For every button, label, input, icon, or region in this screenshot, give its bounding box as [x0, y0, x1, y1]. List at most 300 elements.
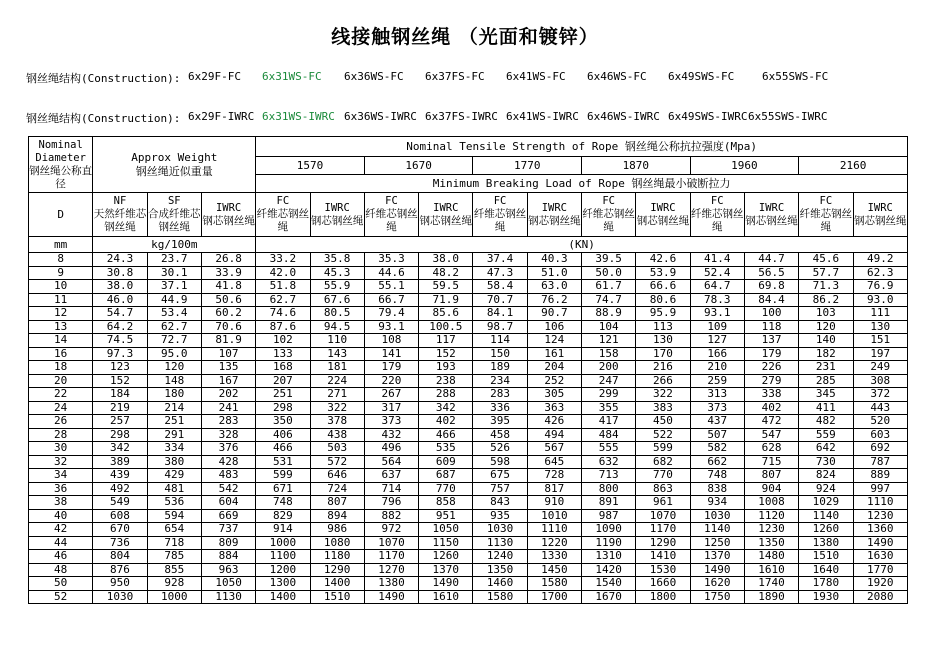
value-cell: 604: [201, 496, 255, 510]
diameter-cell: 11: [29, 293, 93, 307]
value-cell: 179: [744, 347, 798, 361]
column-type-header: [201, 193, 255, 237]
value-cell: 1110: [527, 523, 581, 537]
column-desc: 纤维芯钢丝绳: [799, 208, 853, 233]
value-cell: 202: [201, 388, 255, 402]
value-cell: 432: [364, 428, 418, 442]
value-cell: 130: [853, 320, 908, 334]
value-cell: 87.6: [256, 320, 310, 334]
value-cell: 166: [690, 347, 744, 361]
value-cell: 1770: [853, 563, 908, 577]
value-cell: 95.9: [636, 307, 690, 321]
value-cell: 428: [201, 455, 255, 469]
value-cell: 121: [582, 334, 636, 348]
column-code: IWRC: [758, 201, 785, 214]
value-cell: 950: [93, 577, 147, 591]
value-cell: 928: [147, 577, 201, 591]
table-row: [29, 280, 908, 294]
value-cell: 876: [93, 563, 147, 577]
value-cell: 85.6: [419, 307, 473, 321]
value-cell: 70.6: [201, 320, 255, 334]
value-cell: 279: [744, 374, 798, 388]
construction-item: 6x49SWS-FC: [668, 70, 735, 83]
value-cell: 1580: [473, 590, 527, 604]
value-cell: 715: [744, 455, 798, 469]
value-cell: 108: [364, 334, 418, 348]
value-cell: 67.6: [310, 293, 364, 307]
value-cell: 23.7: [147, 253, 201, 267]
value-cell: 148: [147, 374, 201, 388]
value-cell: 100.5: [419, 320, 473, 334]
table-row: [29, 509, 908, 523]
value-cell: 373: [364, 415, 418, 429]
value-cell: 494: [527, 428, 581, 442]
value-cell: 1220: [527, 536, 581, 550]
value-cell: 863: [636, 482, 690, 496]
value-cell: 180: [147, 388, 201, 402]
value-cell: 889: [853, 469, 908, 483]
value-cell: 124: [527, 334, 581, 348]
value-cell: 60.2: [201, 307, 255, 321]
value-cell: 1170: [636, 523, 690, 537]
value-cell: 45.3: [310, 266, 364, 280]
value-cell: 338: [744, 388, 798, 402]
value-cell: 482: [799, 415, 853, 429]
construction-item: 6x29F-IWRC: [188, 110, 255, 123]
value-cell: 57.7: [799, 266, 853, 280]
diameter-cell: 48: [29, 563, 93, 577]
column-code: FC: [602, 195, 615, 207]
value-cell: 496: [364, 442, 418, 456]
value-cell: 313: [690, 388, 744, 402]
value-cell: 33.2: [256, 253, 310, 267]
value-cell: 1800: [636, 590, 690, 604]
diameter-cell: 22: [29, 388, 93, 402]
value-cell: 1740: [744, 577, 798, 591]
value-cell: 429: [147, 469, 201, 483]
value-cell: 1380: [799, 536, 853, 550]
value-cell: 143: [310, 347, 364, 361]
table-row: [29, 361, 908, 375]
diameter-cell: 13: [29, 320, 93, 334]
value-cell: 855: [147, 563, 201, 577]
value-cell: 417: [582, 415, 636, 429]
value-cell: 298: [256, 401, 310, 415]
value-cell: 882: [364, 509, 418, 523]
construction-item: 6x55SWS-FC: [762, 70, 829, 83]
diameter-cell: 28: [29, 428, 93, 442]
unit-weight: kg/100m: [93, 237, 256, 253]
value-cell: 111: [853, 307, 908, 321]
value-cell: 271: [310, 388, 364, 402]
value-cell: 207: [256, 374, 310, 388]
value-cell: 520: [853, 415, 908, 429]
value-cell: 109: [690, 320, 744, 334]
column-desc: 纤维芯钢丝绳: [691, 208, 744, 233]
value-cell: 104: [582, 320, 636, 334]
value-cell: 110: [310, 334, 364, 348]
value-cell: 1580: [527, 577, 581, 591]
value-cell: 1030: [93, 590, 147, 604]
column-type-header: [310, 193, 364, 237]
value-cell: 93.1: [364, 320, 418, 334]
value-cell: 46.0: [93, 293, 147, 307]
unit-load: (KN): [256, 237, 908, 253]
value-cell: 637: [364, 469, 418, 483]
table-row: [29, 550, 908, 564]
value-cell: 884: [201, 550, 255, 564]
value-cell: 1300: [256, 577, 310, 591]
value-cell: 1008: [744, 496, 798, 510]
value-cell: 1510: [799, 550, 853, 564]
column-code: SF: [167, 195, 181, 207]
value-cell: 1260: [799, 523, 853, 537]
column-code: IWRC: [650, 201, 676, 214]
value-cell: 713: [582, 469, 636, 483]
table-row: [29, 496, 908, 510]
unit-mm: mm: [29, 237, 93, 253]
value-cell: 675: [473, 469, 527, 483]
value-cell: 531: [256, 455, 310, 469]
value-cell: 322: [310, 401, 364, 415]
value-cell: 1150: [419, 536, 473, 550]
table-row: [29, 347, 908, 361]
value-cell: 934: [690, 496, 744, 510]
column-type-header: [799, 193, 853, 237]
column-desc: 钢芯钢丝绳: [636, 214, 690, 227]
column-code: IWRC: [324, 201, 350, 214]
diameter-cell: 34: [29, 469, 93, 483]
value-cell: 53.4: [147, 307, 201, 321]
value-cell: 1640: [799, 563, 853, 577]
value-cell: 283: [201, 415, 255, 429]
value-cell: 238: [419, 374, 473, 388]
value-cell: 730: [799, 455, 853, 469]
value-cell: 904: [744, 482, 798, 496]
column-desc: 纤维芯钢丝绳: [582, 208, 635, 233]
column-code: IWRC: [541, 201, 568, 214]
table-row: [29, 253, 908, 267]
value-cell: 594: [147, 509, 201, 523]
construction-item: 6x29F-FC: [188, 70, 241, 83]
value-cell: 189: [473, 361, 527, 375]
value-cell: 283: [473, 388, 527, 402]
diameter-cell: 38: [29, 496, 93, 510]
value-cell: 78.3: [690, 293, 744, 307]
value-cell: 376: [201, 442, 255, 456]
value-cell: 1490: [364, 590, 418, 604]
value-cell: 472: [744, 415, 798, 429]
value-cell: 167: [201, 374, 255, 388]
value-cell: 69.8: [744, 280, 798, 294]
value-cell: 609: [419, 455, 473, 469]
value-cell: 443: [853, 401, 908, 415]
value-cell: 59.5: [419, 280, 473, 294]
column-desc: 天然纤维芯钢丝绳: [93, 208, 147, 233]
value-cell: 251: [147, 415, 201, 429]
value-cell: 373: [690, 401, 744, 415]
value-cell: 234: [473, 374, 527, 388]
value-cell: 44.6: [364, 266, 418, 280]
value-cell: 564: [364, 455, 418, 469]
value-cell: 1230: [744, 523, 798, 537]
value-cell: 58.4: [473, 280, 527, 294]
value-cell: 151: [853, 334, 908, 348]
value-cell: 718: [147, 536, 201, 550]
value-cell: 1260: [419, 550, 473, 564]
diameter-cell: 20: [29, 374, 93, 388]
value-cell: 247: [582, 374, 636, 388]
column-type-header: [527, 193, 581, 237]
value-cell: 181: [310, 361, 364, 375]
value-cell: 47.3: [473, 266, 527, 280]
column-code: IWRC: [867, 201, 893, 214]
value-cell: 378: [310, 415, 364, 429]
value-cell: 288: [419, 388, 473, 402]
grade-header: 1570: [256, 157, 365, 175]
value-cell: 1080: [310, 536, 364, 550]
value-cell: 1450: [527, 563, 581, 577]
value-cell: 86.2: [799, 293, 853, 307]
value-cell: 1270: [364, 563, 418, 577]
table-row: [29, 536, 908, 550]
table-row: [29, 307, 908, 321]
value-cell: 355: [582, 401, 636, 415]
value-cell: 79.4: [364, 307, 418, 321]
value-cell: 100: [744, 307, 798, 321]
value-cell: 599: [256, 469, 310, 483]
column-code: FC: [710, 195, 724, 207]
grade-header: 1870: [582, 157, 691, 175]
table-row: [29, 293, 908, 307]
value-cell: 54.7: [93, 307, 147, 321]
value-cell: 645: [527, 455, 581, 469]
column-type-header: [419, 193, 473, 237]
value-cell: 35.3: [364, 253, 418, 267]
value-cell: 150: [473, 347, 527, 361]
value-cell: 1290: [636, 536, 690, 550]
value-cell: 492: [93, 482, 147, 496]
column-type-header: [744, 193, 798, 237]
construction-item: 6x41WS-FC: [506, 70, 566, 83]
diameter-cell: 46: [29, 550, 93, 564]
value-cell: 1530: [636, 563, 690, 577]
value-cell: 216: [636, 361, 690, 375]
value-cell: 38.0: [93, 280, 147, 294]
value-cell: 1920: [853, 577, 908, 591]
table-row: [29, 523, 908, 537]
value-cell: 1610: [744, 563, 798, 577]
value-cell: 466: [256, 442, 310, 456]
approx-weight-en: Approx Weight: [131, 150, 218, 164]
value-cell: 1310: [582, 550, 636, 564]
diameter-cell: 9: [29, 266, 93, 280]
value-cell: 924: [799, 482, 853, 496]
table-row: [29, 415, 908, 429]
value-cell: 197: [853, 347, 908, 361]
value-cell: 572: [310, 455, 364, 469]
value-cell: 93.1: [690, 307, 744, 321]
value-cell: 80.5: [310, 307, 364, 321]
value-cell: 2080: [853, 590, 908, 604]
value-cell: 257: [93, 415, 147, 429]
grade-header: 2160: [799, 157, 908, 175]
value-cell: 507: [690, 428, 744, 442]
value-cell: 158: [582, 347, 636, 361]
value-cell: 787: [853, 455, 908, 469]
value-cell: 804: [93, 550, 147, 564]
value-cell: 45.6: [799, 253, 853, 267]
value-cell: 555: [582, 442, 636, 456]
column-type-header: [256, 193, 310, 237]
diameter-cell: 16: [29, 347, 93, 361]
value-cell: 135: [201, 361, 255, 375]
value-cell: 80.6: [636, 293, 690, 307]
nominal-tensile-strength-header: Nominal Tensile Strength of Rope 钢丝绳公称抗拉强度(Mpa): [256, 137, 908, 157]
value-cell: 1030: [690, 509, 744, 523]
value-cell: 598: [473, 455, 527, 469]
value-cell: 210: [690, 361, 744, 375]
value-cell: 49.2: [853, 253, 908, 267]
value-cell: 30.8: [93, 266, 147, 280]
value-cell: 1370: [690, 550, 744, 564]
value-cell: 219: [93, 401, 147, 415]
value-cell: 1170: [364, 550, 418, 564]
value-cell: 1660: [636, 577, 690, 591]
d-label: D: [29, 193, 93, 237]
value-cell: 226: [744, 361, 798, 375]
grade-header: 1670: [364, 157, 473, 175]
value-cell: 671: [256, 482, 310, 496]
value-cell: 1510: [310, 590, 364, 604]
value-cell: 52.4: [690, 266, 744, 280]
value-cell: 559: [799, 428, 853, 442]
value-cell: 1360: [853, 523, 908, 537]
value-cell: 39.5: [582, 253, 636, 267]
value-cell: 37.1: [147, 280, 201, 294]
value-cell: 1050: [419, 523, 473, 537]
value-cell: 1110: [853, 496, 908, 510]
value-cell: 395: [473, 415, 527, 429]
value-cell: 71.3: [799, 280, 853, 294]
value-cell: 483: [201, 469, 255, 483]
value-cell: 152: [419, 347, 473, 361]
value-cell: 1750: [690, 590, 744, 604]
value-cell: 127: [690, 334, 744, 348]
value-cell: 484: [582, 428, 636, 442]
table-row: [29, 590, 908, 604]
value-cell: 95.0: [147, 347, 201, 361]
value-cell: 757: [473, 482, 527, 496]
value-cell: 1000: [256, 536, 310, 550]
construction-item: 6x37FS-IWRC: [425, 110, 498, 123]
value-cell: 30.1: [147, 266, 201, 280]
value-cell: 1420: [582, 563, 636, 577]
value-cell: 608: [93, 509, 147, 523]
table-row: [29, 455, 908, 469]
value-cell: 249: [853, 361, 908, 375]
value-cell: 894: [310, 509, 364, 523]
value-cell: 843: [473, 496, 527, 510]
table-row: [29, 428, 908, 442]
construction-item: 6x49SWS-IWRC: [668, 110, 748, 123]
value-cell: 342: [93, 442, 147, 456]
approx-weight-cn: 钢丝绳近似重量: [135, 164, 213, 178]
value-cell: 770: [419, 482, 473, 496]
value-cell: 1140: [799, 509, 853, 523]
value-cell: 94.5: [310, 320, 364, 334]
value-cell: 241: [201, 401, 255, 415]
value-cell: 770: [636, 469, 690, 483]
column-desc: 钢芯钢丝绳: [310, 214, 364, 227]
diameter-cell: 12: [29, 307, 93, 321]
value-cell: 961: [636, 496, 690, 510]
value-cell: 231: [799, 361, 853, 375]
value-cell: 1130: [201, 590, 255, 604]
value-cell: 383: [636, 401, 690, 415]
value-cell: 1400: [310, 577, 364, 591]
diameter-cell: 52: [29, 590, 93, 604]
column-desc: 纤维芯钢丝绳: [473, 208, 527, 233]
value-cell: 426: [527, 415, 581, 429]
column-desc: 钢芯钢丝绳: [745, 214, 798, 227]
value-cell: 1350: [744, 536, 798, 550]
value-cell: 98.7: [473, 320, 527, 334]
diameter-cell: 8: [29, 253, 93, 267]
value-cell: 55.9: [310, 280, 364, 294]
value-cell: 458: [473, 428, 527, 442]
value-cell: 535: [419, 442, 473, 456]
diameter-cell: 24: [29, 401, 93, 415]
value-cell: 117: [419, 334, 473, 348]
construction-item: 6x46WS-FC: [587, 70, 647, 83]
value-cell: 1070: [636, 509, 690, 523]
value-cell: 161: [527, 347, 581, 361]
value-cell: 120: [799, 320, 853, 334]
value-cell: 334: [147, 442, 201, 456]
value-cell: 450: [636, 415, 690, 429]
rope-spec-table: [28, 136, 908, 604]
construction-item: 6x41WS-IWRC: [506, 110, 579, 123]
value-cell: 53.9: [636, 266, 690, 280]
value-cell: 102: [256, 334, 310, 348]
value-cell: 549: [93, 496, 147, 510]
diameter-cell: 36: [29, 482, 93, 496]
value-cell: 692: [853, 442, 908, 456]
column-code: IWRC: [433, 201, 459, 214]
value-cell: 466: [419, 428, 473, 442]
value-cell: 350: [256, 415, 310, 429]
value-cell: 439: [93, 469, 147, 483]
value-cell: 1490: [419, 577, 473, 591]
value-cell: 687: [419, 469, 473, 483]
value-cell: 141: [364, 347, 418, 361]
column-type-row: [29, 193, 908, 237]
value-cell: 1100: [256, 550, 310, 564]
value-cell: 372: [853, 388, 908, 402]
value-cell: 118: [744, 320, 798, 334]
value-cell: 987: [582, 509, 636, 523]
column-desc: 钢芯钢丝绳: [202, 214, 255, 227]
value-cell: 1890: [744, 590, 798, 604]
value-cell: 402: [419, 415, 473, 429]
value-cell: 1630: [853, 550, 908, 564]
column-type-header: [93, 193, 147, 237]
value-cell: 914: [256, 523, 310, 537]
value-cell: 70.7: [473, 293, 527, 307]
column-code: FC: [819, 195, 833, 207]
value-cell: 363: [527, 401, 581, 415]
